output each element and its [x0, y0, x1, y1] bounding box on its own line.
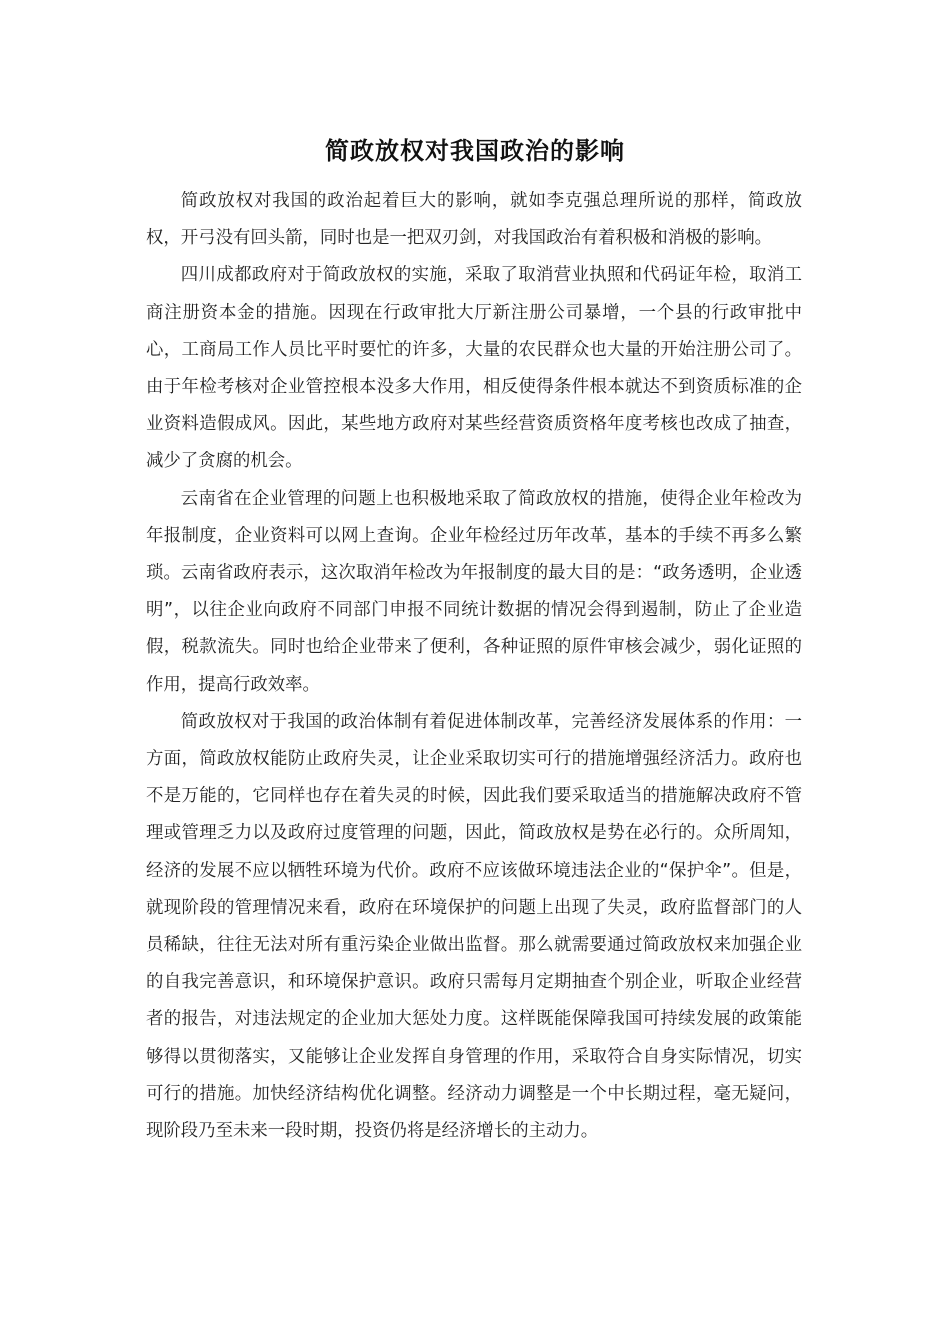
paragraph-intro: 简政放权对我国的政治起着巨大的影响，就如李克强总理所说的那样，简政放权，开弓没有回头箭，同时也是一把双刃剑，对我国政治有着积极和消极的影响。 [146, 191, 802, 249]
document-body [146, 183, 802, 1150]
paragraph-sichuan: 四川成都政府对于简政放权的实施，采取了取消营业执照和代码证年检，取消工商注册资本金的措施。因现在行政审批大厅新注册公司暴增，一个县的行政审批中心，工商局工作人员比平时要忙的许多，大量的农民群众也大量的开始注册公司了。由于年检考核对企业管控根本没多大作用，相反使得条件根本就达不到资质标准的企业资料造假成风。因此，某些地方政府对某些经营资质资格年度考核也改成了抽查，减少了贪腐的机会。 [146, 265, 802, 472]
paragraph-yunnan: 云南省在企业管理的问题上也积极地采取了简政放权的措施，使得企业年检改为年报制度，企业资料可以网上查询。企业年检经过历年改革，基本的手续不再多么繁琐。云南省政府表示，这次取消年检改为年报制度的最大目的是：“政务透明，企业透明”，以往企业向政府不同部门申报不同统计数据的情况会得到遏制，防止了企业造假，税款流失。同时也给企业带来了便利，各种证照的原件审核会减少，弱化证照的作用，提高行政效率。 [146, 488, 802, 695]
paragraph-reform: 简政放权对于我国的政治体制有着促进体制改革，完善经济发展体系的作用：一方面，简政放权能防止政府失灵，让企业采取切实可行的措施增强经济活力。政府也不是万能的，它同样也存在着失灵的时候，因此我们要采取适当的措施解决政府不管理或管理乏力以及政府过度管理的问题，因此，简政放权是势在必行的。众所周知，经济的发展不应以牺牲环境为代价。政府不应该做环境违法企业的“保护伞”。但是，就现阶段的管理情况来看，政府在环境保护的问题上出现了失灵，政府监督部门的人员稀缺，往往无法对所有重污染企业做出监督。那么就需要通过简政放权来加强企业的自我完善意识，和环境保护意识。政府只需每月定期抽查个别企业，听取企业经营者的报告，对违法规定的企业加大惩处力度。这样既能保障我国可持续发展的政策能够得以贯彻落实，又能够让企业发挥自身管理的作用，采取符合自身实际情况，切实可行的措施。加快经济结构优化调整。经济动力调整是一个中长期过程，毫无疑问，现阶段乃至未来一段时期，投资仍将是经济增长的主动力。 [146, 711, 802, 1142]
document-title: 简政放权对我国政治的影响 [325, 136, 625, 165]
